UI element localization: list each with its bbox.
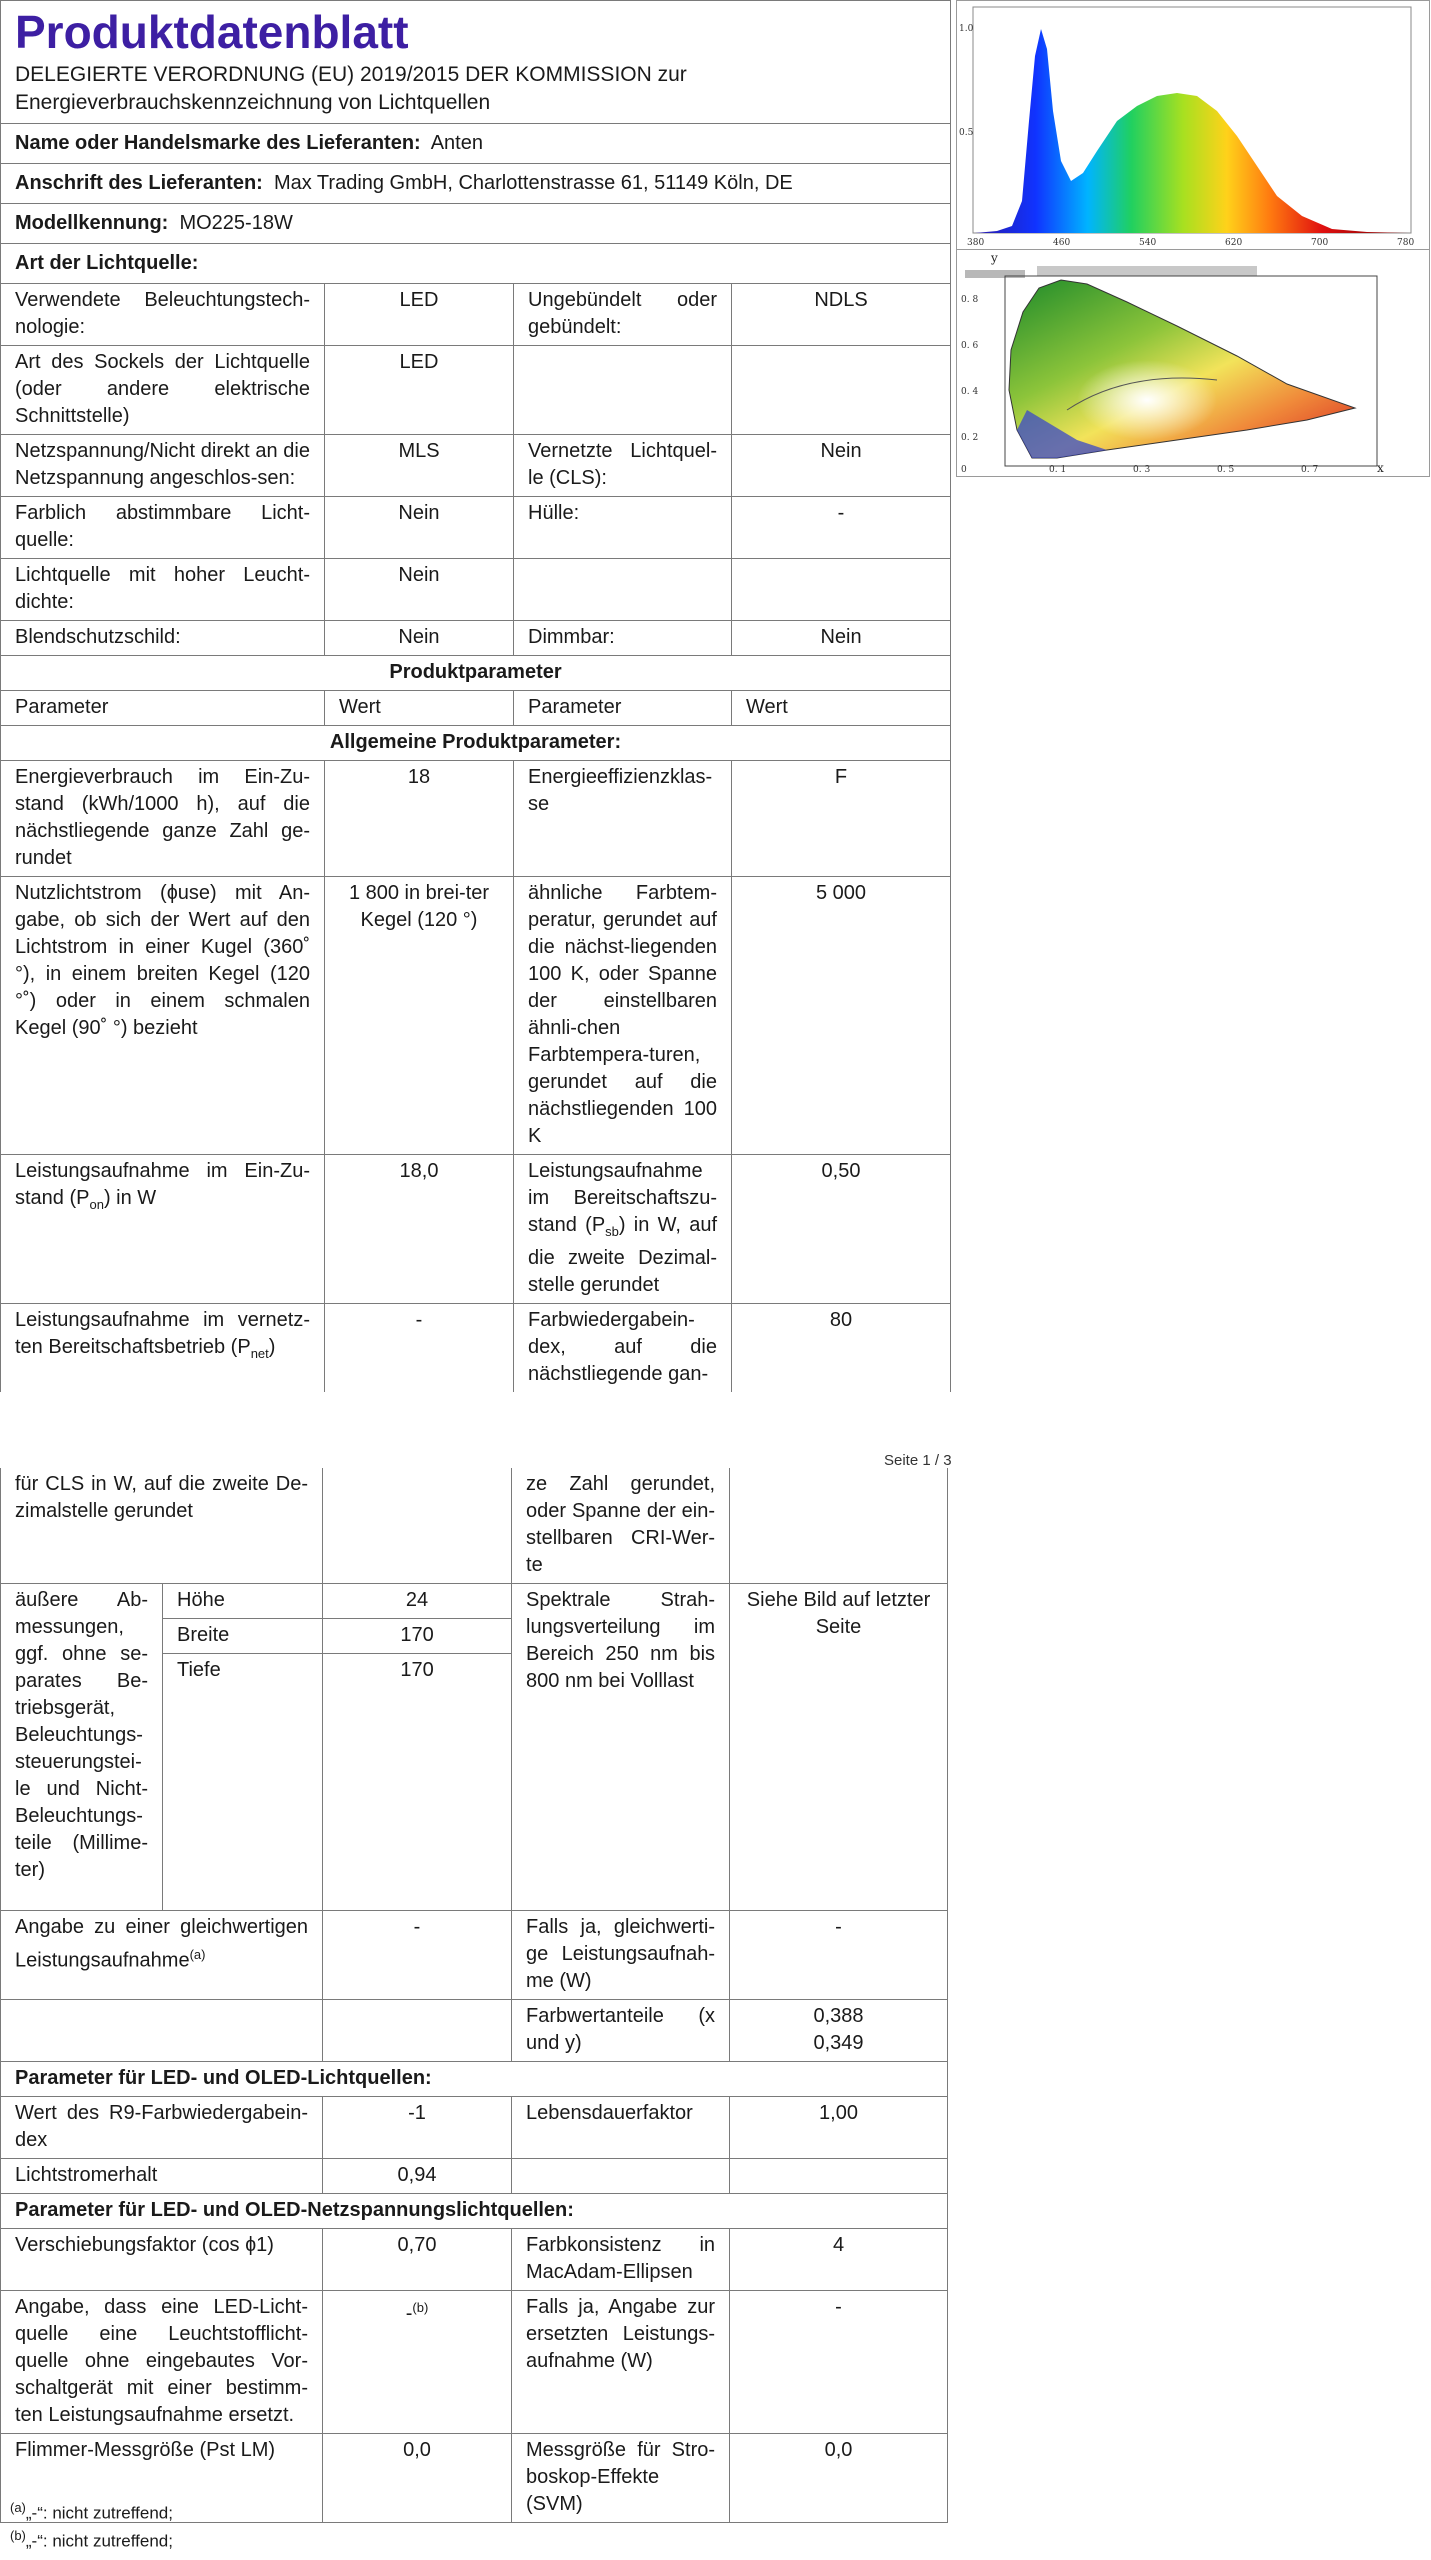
equiv-power-value2: - [730,1910,948,1999]
dimensions-label: äußere Ab-messungen, ggf. ohne se-parates Be-triebsgerät, Beleuchtungs-steuerungstei-le und Nicht-Beleuchtungs-teile (Millime-ter) [1,1584,163,1911]
cie-x-axis-label: x [1377,461,1384,475]
general-row [1,761,951,877]
dim-value-depth: 170 [323,1654,512,1689]
type-label-0: Verwendete Beleuchtungstech-nologie: [1,284,325,346]
pnet-row-part2 [1,1468,948,1584]
cri-label-part1: Farbwiedergabein-dex, auf die nächstliegende gan- [514,1304,732,1393]
mains-row [1,2228,948,2290]
spectrum-y-tick: 0.5 [959,128,974,138]
chromaticity-empty-1 [1,1999,323,2061]
cie-blurred-subtitle [1037,266,1257,276]
datasheet-table-page2 [0,1468,948,2523]
type-row [1,346,951,435]
page-number: Seite 1 / 3 [884,1452,952,1469]
type-value-4: Nein [325,559,514,621]
pon-sub: on [89,1197,104,1212]
page-title: Produktdatenblatt [15,6,409,58]
general-value-0: 18 [325,761,514,877]
cie-x-tick: 0. 7 [1301,465,1319,475]
psb-value: 0,50 [732,1155,951,1304]
chromaticity-empty-2 [323,1999,512,2061]
supplier-address-label: Anschrift des Lieferanten: [15,172,263,194]
spectrum-x-tick: 540 [1139,238,1157,248]
led-value-0: -1 [323,2096,512,2158]
led-label-0: Wert des R9-Farbwiedergabein-dex [1,2096,323,2158]
column-header-row [1,691,951,726]
footnote-b-text: „-“: nicht zutreffend; [25,2531,173,2551]
type-value-2: MLS [325,435,514,497]
spectrum-plot [957,1,1429,249]
cie-x-tick: 0. 5 [1217,465,1235,475]
type-heading: Art der Lichtquelle: [1,244,951,284]
type-label2-0: Ungebündelt oder gebündelt: [514,284,732,346]
type-heading-row [1,244,951,284]
cie-y-tick: 0. 2 [961,433,979,443]
cie-white-region [1077,360,1217,440]
mains-heading-row [1,2193,948,2228]
mains-value-1: -$^{(b)}$ [323,2290,512,2433]
cie-y-axis-label: y [991,251,998,265]
cie-x-tick: 0. 3 [1133,465,1151,475]
mains-value2-2: 0,0 [730,2433,948,2522]
mains-label-0: Verschiebungsfaktor (cos ɸ1) [1,2228,323,2290]
general-heading: Allgemeine Produktparameter: [1,726,951,761]
spectrum-y-ticks [959,24,974,138]
equiv-power-value: - [323,1910,512,1999]
type-value-5: Nein [325,621,514,656]
spectrum-x-tick: 700 [1311,238,1329,248]
pnet-label-b: ) [268,1336,276,1358]
pnet-value: - [325,1304,514,1393]
cie-x-tick: 0 [961,465,967,475]
type-row [1,559,951,621]
datasheet-table-page1 [0,0,951,1392]
equiv-power-label [1,1910,323,1999]
general-label-1: Nutzlichtstrom (ɸuse) mit An-gabe, ob sich der Wert auf den Lichtstrom in einer Kugel (360˚ °), in einem breiten Kegel (120 °˚) oder in einem schmalen Kegel (90˚ °) bezieht [1,877,325,1155]
general-row [1,877,951,1155]
psb-label [514,1155,732,1304]
dimension-row-height [1,1584,948,1619]
led-row [1,2158,948,2193]
page-subtitle: DELEGIERTE VERORDNUNG (EU) 2019/2015 DER KOMMISSION zur Energieverbrauchskennzeichnung von Lichtquellen [15,63,687,114]
mains-label2-0: Farbkonsistenz in MacAdam-Ellipsen [512,2228,730,2290]
mains-value2-1: - [730,2290,948,2433]
product-params-heading-row [1,656,951,691]
mains-heading: Parameter für LED- und OLED-Netzspannungslichtquellen: [1,2193,948,2228]
mains-label-2: Flimmer-Messgröße (Pst LM) [1,2433,323,2522]
type-label-5: Blendschutzschild: [1,621,325,656]
general-rows [1,761,951,1155]
pnet-row-part1 [1,1304,951,1393]
col-header-parameter-1: Parameter [1,691,325,726]
general-label2-0: Energieeffizienzklas-se [514,761,732,877]
dim-label-depth: Tiefe [163,1654,323,1689]
type-value-0: LED [325,284,514,346]
supplier-name-row [1,124,951,164]
cri-label-part2: ze Zahl gerundet, oder Spanne der ein-stellbaren CRI-Wer-te [512,1468,730,1584]
col-header-parameter-2: Parameter [514,691,732,726]
mains-row [1,2290,948,2433]
general-value2-1: 5 000 [732,877,951,1155]
cie-y-tick: 0. 6 [961,341,979,351]
spectrum-x-tick: 620 [1225,238,1243,248]
type-value-3: Nein [325,497,514,559]
type-label2-3: Hülle: [514,497,732,559]
pnet-value-cont [323,1468,512,1584]
type-value2-3: - [732,497,951,559]
mains-value-sup: (b) [412,2299,429,2315]
mains-rows [1,2228,948,2522]
type-label2-1 [514,346,732,435]
mains-label2-2: Messgröße für Stro-boskop-Effekte (SVM) [512,2433,730,2522]
type-label2-4 [514,559,732,621]
type-row [1,497,951,559]
equiv-power-row [1,1910,948,1999]
psb-sub: sb [605,1224,619,1239]
type-row [1,284,951,346]
led-value-1: 0,94 [323,2158,512,2193]
cie-figure [956,249,1430,477]
mains-value-0: 0,70 [323,2228,512,2290]
equiv-power-label-text: Angabe zu einer gleichwertigen Leistungsaufnahme [15,1915,309,1972]
pon-label-a: Leistungsaufnahme im Ein-Zu-stand (P [15,1160,310,1209]
footnote-a-text: „-“: nicht zutreffend; [25,2503,173,2523]
general-value-1: 1 800 in brei-ter Kegel (120 °) [325,877,514,1155]
cie-diagram [957,250,1429,476]
mains-label2-1: Falls ja, Angabe zur ersetzten Leistungs-aufnahme (W) [512,2290,730,2433]
footnote-a [10,2497,173,2525]
equiv-power-sup: (a) [189,1946,206,1962]
chromaticity-row [1,1999,948,2061]
led-label2-0: Lebensdauerfaktor [512,2096,730,2158]
model-row [1,204,951,244]
led-rows [1,2096,948,2193]
type-row [1,621,951,656]
footnote-b-mark: (b) [10,2528,26,2543]
spectrum-x-tick: 380 [967,238,985,248]
chromaticity-label: Farbwertanteile (x und y) [512,1999,730,2061]
general-label2-1: ähnliche Farbtem-peratur, gerundet auf die nächst-liegenden 100 K, oder Spanne der einstellbaren ähnli-chen Farbtempera-turen, gerundet auf die nächstliegenden 100 K [514,877,732,1155]
type-value-1: LED [325,346,514,435]
equiv-power-label2: Falls ja, gleichwerti-ge Leistungsaufnah-me (W) [512,1910,730,1999]
mains-label-1: Angabe, dass eine LED-Licht-quelle eine Leuchtstofflicht-quelle ohne eingebautes Vor-schaltgerät mit einer bestimm-ten Leistungsaufnahme ersetzt. [1,2290,323,2433]
pon-label [1,1155,325,1304]
pnet-label-a: Leistungsaufnahme im vernetz-ten Bereitschaftsbetrieb (P [15,1309,310,1358]
mains-value2-0: 4 [730,2228,948,2290]
datasheet [0,0,950,1392]
type-value2-5: Nein [732,621,951,656]
datasheet-page2 [0,1468,950,2523]
general-heading-row [1,726,951,761]
led-value2-0: 1,00 [730,2096,948,2158]
led-label-1: Lichtstromerhalt [1,2158,323,2193]
general-label-0: Energieverbrauch im Ein-Zu-stand (kWh/1000 h), auf die nächstliegende ganze Zahl ge-rundet [1,761,325,877]
spectrum-y-tick: 1.0 [959,24,974,34]
model-label: Modellkennung: [15,212,169,234]
product-params-heading: Produktparameter [1,656,951,691]
spectrum-curve [975,29,1409,233]
type-rows [1,284,951,656]
cie-x-tick: 0. 1 [1049,465,1067,475]
supplier-address-row [1,164,951,204]
type-label2-5: Dimmbar: [514,621,732,656]
type-row [1,435,951,497]
dim-label-height: Höhe [163,1584,323,1619]
spectrum-x-tick: 460 [1053,238,1071,248]
dim-filler-b [323,1688,512,1910]
led-row [1,2096,948,2158]
type-label-2: Netzspannung/Nicht direkt an die Netzspannung angeschlos-sen: [1,435,325,497]
psb-label-a: Leistungsaufnahme im Bereitschaftszu-stand (P [528,1160,717,1236]
type-label-3: Farblich abstimmbare Licht-quelle: [1,497,325,559]
led-heading: Parameter für LED- und OLED-Lichtquellen: [1,2061,948,2096]
spectral-value: Siehe Bild auf letzter Seite [730,1584,948,1911]
chromaticity-x: 0,388 [813,2004,864,2027]
cie-y-tick: 0. 4 [961,387,979,397]
type-label2-2: Vernetzte Lichtquel-le (CLS): [514,435,732,497]
supplier-address-value: Max Trading GmbH, Charlottenstrasse 61, 51149 Köln, DE [273,172,793,194]
chromaticity-values [730,1999,948,2061]
pon-label-b: ) in W [103,1187,157,1209]
dim-label-width: Breite [163,1619,323,1654]
pnet-label [1,1304,325,1393]
psb-label-b: ) in W, auf die zweite Dezimal-stelle gerundet [528,1214,717,1296]
supplier-name-label: Name oder Handelsmarke des Lieferanten: [15,132,421,154]
col-header-value-1: Wert [325,691,514,726]
led-heading-row [1,2061,948,2096]
led-label2-1 [512,2158,730,2193]
pnet-sub: net [250,1346,269,1361]
supplier-name-value: Anten [430,132,483,154]
spectrum-figure [956,0,1430,250]
footnote-a-mark: (a) [10,2500,26,2515]
type-label-1: Art des Sockels der Lichtquelle (oder andere elektrische Schnittstelle) [1,346,325,435]
general-value2-0: F [732,761,951,877]
model-value: MO225-18W [179,212,293,234]
mains-value-2: 0,0 [323,2433,512,2522]
chromaticity-y: 0,349 [813,2031,864,2054]
type-value2-1 [732,346,951,435]
spectrum-x-tick: 780 [1397,238,1415,248]
type-value2-0: NDLS [732,284,951,346]
type-value2-2: Nein [732,435,951,497]
footnote-b [10,2525,173,2553]
pon-value: 18,0 [325,1155,514,1304]
cri-value-cont [730,1468,948,1584]
cri-value: 80 [732,1304,951,1393]
led-value2-1 [730,2158,948,2193]
cie-blurred-title [965,270,1025,278]
power-on-row [1,1155,951,1304]
dim-value-width: 170 [323,1619,512,1654]
title-row [1,1,951,124]
type-value2-4 [732,559,951,621]
pnet-label-cont: für CLS in W, auf die zweite De-zimalstelle gerundet [1,1468,323,1584]
dim-filler-a [163,1688,323,1910]
cie-y-tick: 0. 8 [961,295,979,305]
col-header-value-2: Wert [732,691,951,726]
dim-value-height: 24 [323,1584,512,1619]
type-label-4: Lichtquelle mit hoher Leucht-dichte: [1,559,325,621]
spectrum-x-ticks [967,238,1414,248]
spectral-label: Spektrale Strah-lungsverteilung im Bereich 250 nm bis 800 nm bei Volllast [512,1584,730,1911]
